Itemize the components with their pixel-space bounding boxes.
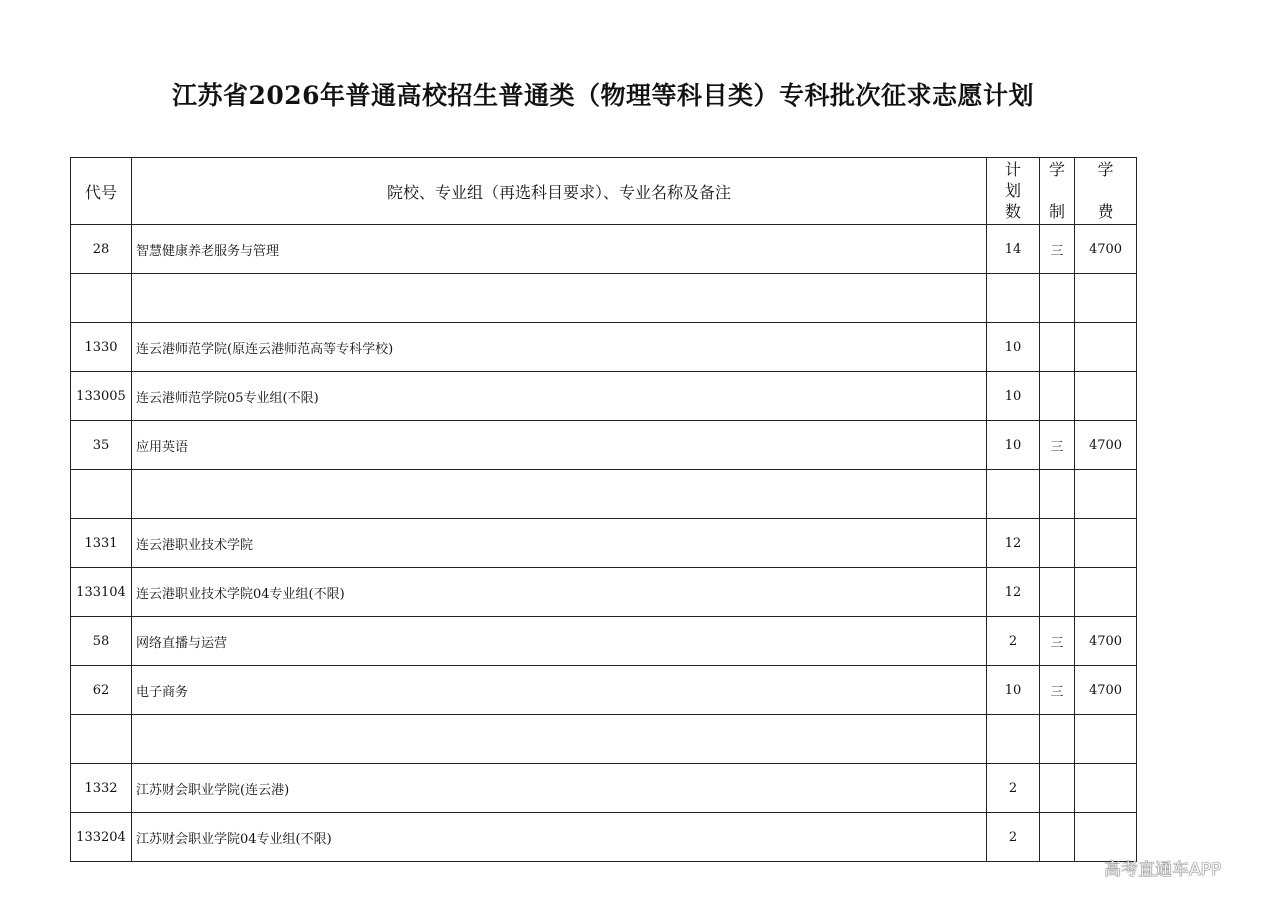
cell-plan: 10 — [987, 666, 1040, 715]
cell-code: 133104 — [71, 568, 132, 617]
header-code: 代号 — [71, 158, 132, 225]
cell-length — [1040, 372, 1075, 421]
table-header-row — [71, 158, 1137, 225]
cell-code: 1330 — [71, 323, 132, 372]
cell-length — [1040, 715, 1075, 764]
cell-fee: 4700 — [1075, 225, 1137, 274]
cell-code: 35 — [71, 421, 132, 470]
cell-name: 智慧健康养老服务与管理 — [132, 225, 987, 274]
cell-code: 1332 — [71, 764, 132, 813]
cell-name: 网络直播与运营 — [132, 617, 987, 666]
cell-fee — [1075, 764, 1137, 813]
header-plan-char: 数 — [1004, 202, 1021, 221]
cell-code — [71, 470, 132, 519]
cell-plan — [987, 274, 1040, 323]
header-length — [1040, 158, 1075, 225]
cell-name — [132, 470, 987, 519]
table-row — [71, 421, 1137, 470]
cell-fee — [1075, 323, 1137, 372]
header-length-char: 制 — [1048, 202, 1065, 221]
cell-plan: 2 — [987, 617, 1040, 666]
table-row — [71, 715, 1137, 764]
table-row — [71, 519, 1137, 568]
cell-plan: 14 — [987, 225, 1040, 274]
table-row — [71, 470, 1137, 519]
cell-code: 62 — [71, 666, 132, 715]
cell-fee — [1075, 715, 1137, 764]
table-row — [71, 617, 1137, 666]
cell-code — [71, 715, 132, 764]
cell-code: 58 — [71, 617, 132, 666]
cell-plan: 10 — [987, 421, 1040, 470]
cell-length — [1040, 274, 1075, 323]
watermark: 高考直通车APP — [1104, 860, 1222, 880]
header-fee-char: 费 — [1097, 202, 1114, 221]
cell-length — [1040, 568, 1075, 617]
cell-name: 连云港师范学院(原连云港师范高等专科学校) — [132, 323, 987, 372]
table-row — [71, 225, 1137, 274]
cell-plan — [987, 715, 1040, 764]
cell-name — [132, 274, 987, 323]
table-row — [71, 372, 1137, 421]
cell-name: 应用英语 — [132, 421, 987, 470]
cell-code — [71, 274, 132, 323]
plan-table — [70, 157, 1137, 862]
cell-length — [1040, 764, 1075, 813]
table-row — [71, 274, 1137, 323]
cell-fee: 4700 — [1075, 421, 1137, 470]
cell-name: 连云港职业技术学院 — [132, 519, 987, 568]
cell-code: 1331 — [71, 519, 132, 568]
cell-length — [1040, 519, 1075, 568]
plan-table-body — [71, 225, 1137, 862]
cell-length: 三 — [1040, 225, 1075, 274]
cell-name — [132, 715, 987, 764]
header-fee — [1075, 158, 1137, 225]
cell-fee — [1075, 274, 1137, 323]
cell-code: 28 — [71, 225, 132, 274]
cell-plan: 10 — [987, 323, 1040, 372]
cell-name: 连云港职业技术学院04专业组(不限) — [132, 568, 987, 617]
table-row — [71, 666, 1137, 715]
cell-plan: 10 — [987, 372, 1040, 421]
cell-name: 江苏财会职业学院04专业组(不限) — [132, 813, 987, 862]
table-row — [71, 764, 1137, 813]
cell-name: 江苏财会职业学院(连云港) — [132, 764, 987, 813]
header-plan-char: 计 — [1004, 160, 1021, 179]
cell-plan: 12 — [987, 568, 1040, 617]
cell-plan — [987, 470, 1040, 519]
cell-fee — [1075, 568, 1137, 617]
header-plan-char: 划 — [1004, 181, 1021, 200]
cell-code: 133204 — [71, 813, 132, 862]
cell-plan: 12 — [987, 519, 1040, 568]
cell-length — [1040, 323, 1075, 372]
cell-name: 连云港师范学院05专业组(不限) — [132, 372, 987, 421]
header-length-char: 学 — [1048, 160, 1065, 179]
table-row — [71, 323, 1137, 372]
table-row — [71, 813, 1137, 862]
cell-fee: 4700 — [1075, 666, 1137, 715]
cell-length — [1040, 470, 1075, 519]
header-plan — [987, 158, 1040, 225]
cell-fee — [1075, 519, 1137, 568]
cell-name: 电子商务 — [132, 666, 987, 715]
header-fee-char: 学 — [1097, 160, 1114, 179]
cell-fee — [1075, 470, 1137, 519]
cell-length: 三 — [1040, 617, 1075, 666]
cell-length — [1040, 813, 1075, 862]
cell-plan: 2 — [987, 813, 1040, 862]
cell-fee: 4700 — [1075, 617, 1137, 666]
cell-fee — [1075, 372, 1137, 421]
cell-code: 133005 — [71, 372, 132, 421]
table-row — [71, 568, 1137, 617]
document-title: 江苏省2026年普通高校招生普通类（物理等科目类）专科批次征求志愿计划 — [171, 81, 1035, 110]
cell-length: 三 — [1040, 666, 1075, 715]
cell-length: 三 — [1040, 421, 1075, 470]
cell-plan: 2 — [987, 764, 1040, 813]
header-name: 院校、专业组（再选科目要求）、专业名称及备注 — [132, 158, 987, 225]
